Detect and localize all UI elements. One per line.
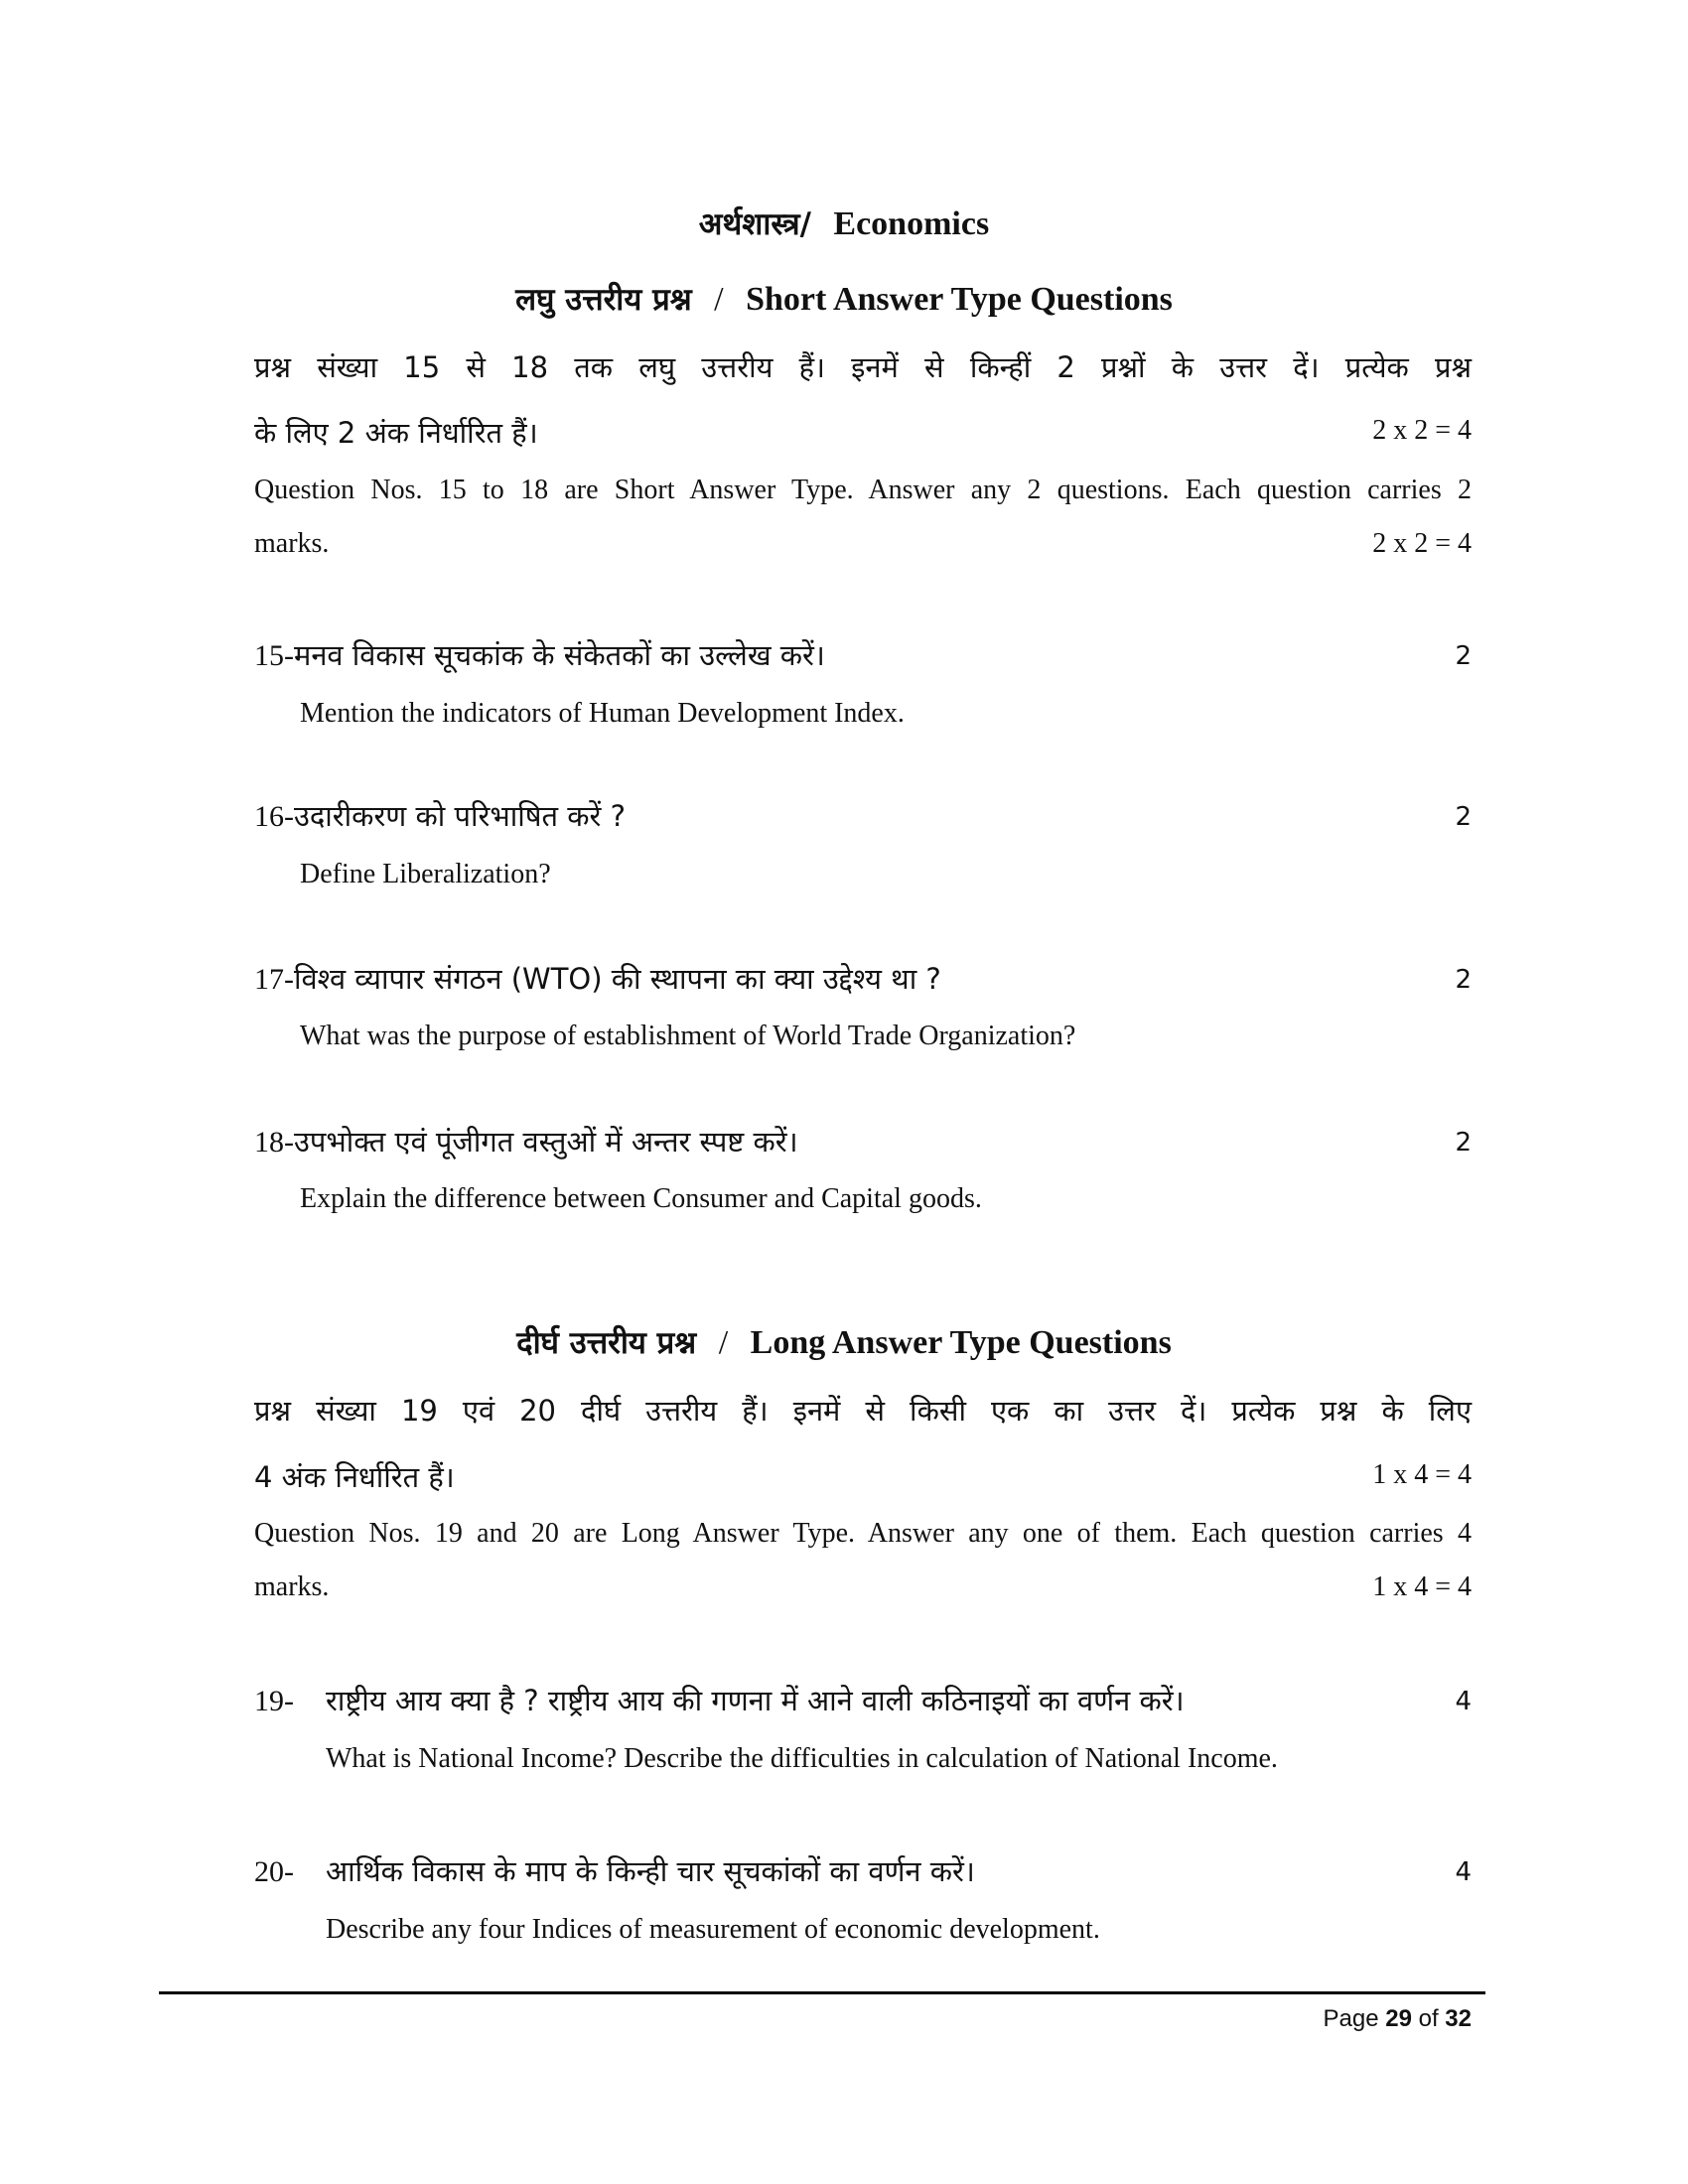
long-instructions-hindi-line2: 4 अंक निर्धारित हैं। (254, 1460, 455, 1494)
short-instructions-english-line1: Question Nos. 15 to 18 are Short Answer Type. Answer any 2 questions. Each question carries 2 (254, 475, 1472, 505)
long-instructions-hindi-line1: प्रश्न संख्या 19 एवं 20 दीर्घ उत्तरीय हैं। इनमें से किसी एक का उत्तर दें। प्रत्येक प्रश्न के लिए (254, 1394, 1472, 1428)
question-17-hindi (254, 959, 941, 998)
long-answer-heading (0, 1321, 1688, 1363)
short-marks-english: 2 x 2 = 4 (1372, 528, 1472, 559)
of-label: of (1418, 2005, 1439, 2032)
question-19-english: What is National Income? Describe the difficulties in calculation of National Income. (326, 1743, 1278, 1774)
question-number: 15- (254, 639, 294, 672)
subject-title (0, 203, 1688, 244)
question-text-hindi: विश्व व्यापार संगठन (WTO) की स्थापना का क्या उद्देश्य था ? (294, 962, 941, 996)
question-15-marks: 2 (1455, 641, 1472, 671)
question-20-english: Describe any four Indices of measurement of economic development. (326, 1914, 1100, 1945)
question-number: 20- (254, 1855, 294, 1888)
subject-title-english: Economics (833, 205, 990, 242)
question-20-marks: 4 (1455, 1857, 1472, 1887)
question-17-marks: 2 (1455, 965, 1472, 995)
short-heading-hindi: लघु उत्तरीय प्रश्न (515, 282, 692, 318)
heading-separator: / (718, 1324, 729, 1361)
page-number (1324, 2005, 1473, 2033)
question-16-marks: 2 (1455, 802, 1472, 832)
question-number: 16- (254, 800, 294, 833)
short-instructions-english-line2: marks. (254, 528, 330, 559)
question-20-hindi (254, 1851, 975, 1890)
question-number: 17- (254, 963, 294, 996)
long-heading-english: Long Answer Type Questions (750, 1324, 1172, 1361)
long-instructions-english-line2: marks. (254, 1571, 330, 1602)
question-18-english: Explain the difference between Consumer and Capital goods. (300, 1183, 982, 1214)
question-18-hindi (254, 1122, 798, 1160)
page-label: Page (1323, 2005, 1379, 2032)
question-17-english: What was the purpose of establishment of World Trade Organization? (300, 1021, 1076, 1051)
long-instructions-english-line1: Question Nos. 19 and 20 are Long Answer Type. Answer any one of them. Each question carries 4 (254, 1518, 1472, 1549)
subject-title-hindi: अर्थशास्त्र/ (698, 206, 811, 242)
heading-separator: / (714, 281, 724, 318)
short-heading-english: Short Answer Type Questions (746, 281, 1173, 318)
question-16-english: Define Liberalization? (300, 859, 551, 889)
question-number: 19- (254, 1685, 294, 1717)
short-instructions-hindi-line1: प्रश्न संख्या 15 से 18 तक लघु उत्तरीय हैं। इनमें से किन्हीं 2 प्रश्नों के उत्तर दें। प्रत्येक प्रश्न (254, 350, 1472, 384)
question-19-hindi (254, 1681, 1185, 1719)
question-16-hindi (254, 796, 626, 835)
question-text-hindi: उदारीकरण को परिभाषित करें ? (294, 799, 627, 833)
current-page: 29 (1385, 2005, 1412, 2032)
short-marks-hindi: 2 x 2 = 4 (1372, 415, 1472, 446)
question-15-english: Mention the indicators of Human Development Index. (300, 698, 905, 729)
question-15-hindi (254, 635, 825, 674)
long-heading-hindi: दीर्घ उत्तरीय प्रश्न (516, 1325, 697, 1361)
total-pages: 32 (1445, 2005, 1472, 2032)
long-marks-hindi: 1 x 4 = 4 (1372, 1459, 1472, 1490)
question-18-marks: 2 (1455, 1128, 1472, 1158)
question-number: 18- (254, 1126, 294, 1159)
footer-divider (159, 1991, 1485, 1994)
question-text-hindi: मनव विकास सूचकांक के संकेतकों का उल्लेख करें। (294, 638, 825, 672)
question-text-hindi: राष्ट्रीय आय क्या है ? राष्ट्रीय आय की गणना में आने वाली कठिनाइयों का वर्णन करें। (326, 1684, 1185, 1717)
question-text-hindi: उपभोक्त एवं पूंजीगत वस्तुओं में अन्तर स्पष्ट करें। (294, 1125, 798, 1159)
short-answer-heading (0, 278, 1688, 320)
long-marks-english: 1 x 4 = 4 (1372, 1571, 1472, 1602)
question-19-marks: 4 (1455, 1687, 1472, 1716)
question-text-hindi: आर्थिक विकास के माप के किन्ही चार सूचकांकों का वर्णन करें। (326, 1854, 975, 1888)
short-instructions-hindi-line2: के लिए 2 अंक निर्धारित हैं। (254, 416, 538, 450)
